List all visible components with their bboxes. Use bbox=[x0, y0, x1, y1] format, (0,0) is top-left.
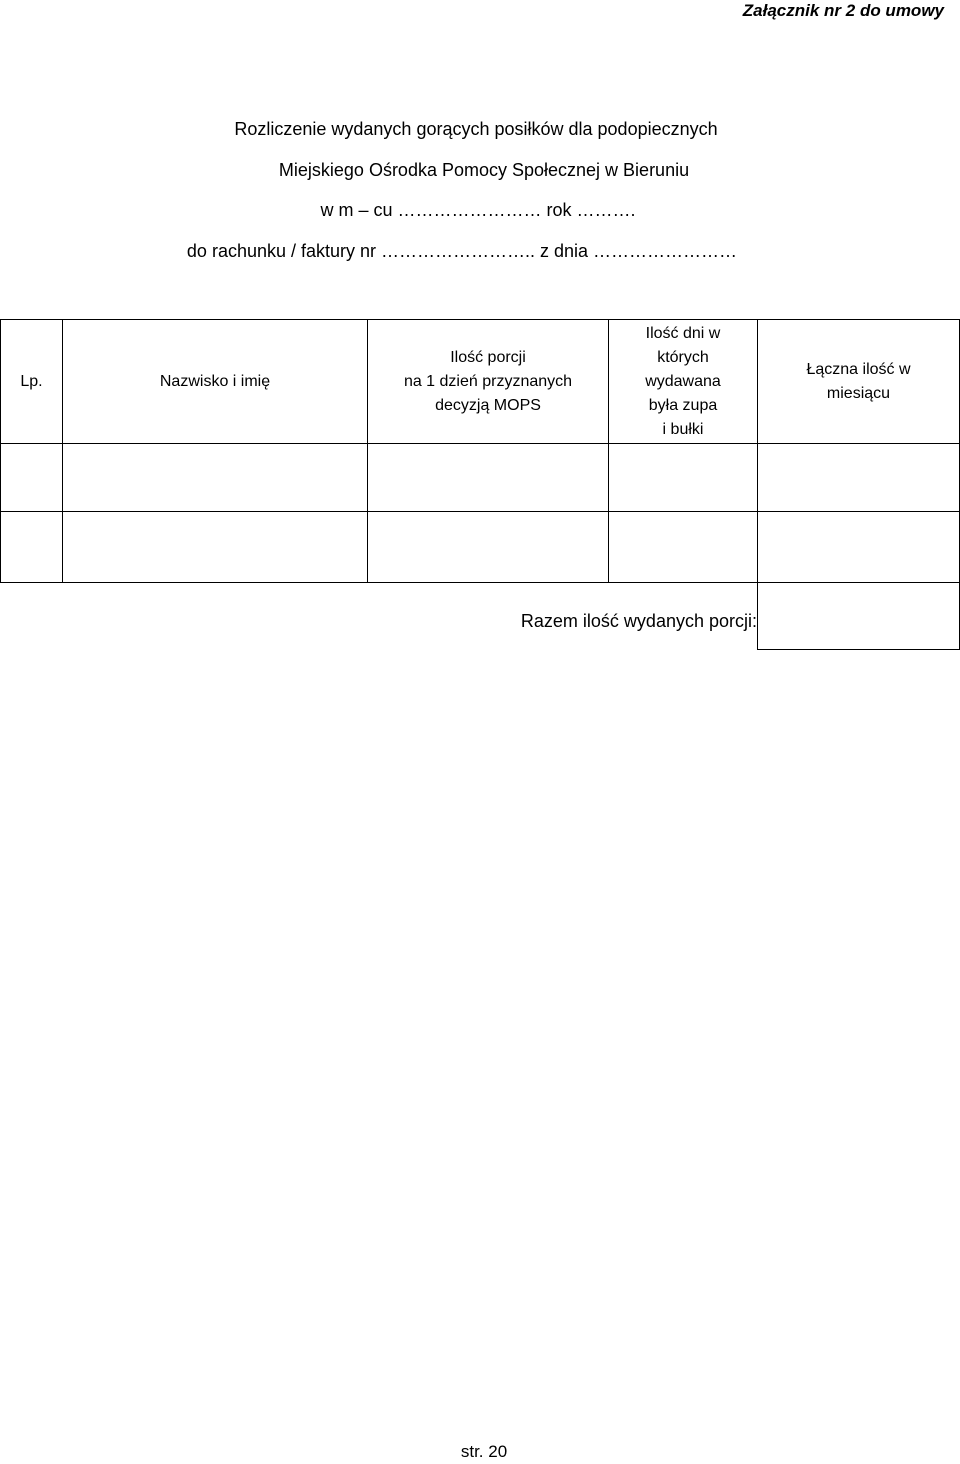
heading-institution: Miejskiego Ośrodka Pomocy Społecznej w Bieruniu bbox=[278, 160, 690, 180]
header-total bbox=[758, 320, 959, 443]
heading-month-year: w m – cu …………………… rok ………. bbox=[320, 200, 636, 220]
table-cell-total[interactable] bbox=[758, 512, 959, 582]
heading-invoice: do rachunku / faktury nr …………………….. z dnia …………………… bbox=[186, 241, 738, 261]
table-cell-days[interactable] bbox=[609, 444, 757, 511]
header-days-line: i bułki bbox=[662, 420, 704, 438]
header-days-line: wydawana bbox=[645, 372, 721, 390]
table-cell-lp[interactable] bbox=[1, 512, 62, 582]
table-cell-total[interactable] bbox=[758, 444, 959, 511]
header-days-line: Ilość dni w bbox=[645, 324, 721, 342]
header-portions-line: na 1 dzień przyznanych bbox=[403, 372, 573, 390]
header-portions bbox=[368, 320, 608, 443]
header-portions-line: decyzją MOPS bbox=[435, 396, 541, 414]
header-days bbox=[609, 320, 757, 443]
header-lp-label: Lp. bbox=[20, 372, 43, 390]
header-total-line: miesiącu bbox=[826, 384, 891, 402]
header-days-line: których bbox=[657, 348, 709, 366]
heading-title: Rozliczenie wydanych gorących posiłków dla podopiecznych bbox=[234, 119, 718, 139]
header-lp bbox=[1, 320, 62, 443]
table-cell-portions[interactable] bbox=[368, 512, 608, 582]
header-days-line: była zupa bbox=[648, 396, 718, 414]
table-cell-days[interactable] bbox=[609, 512, 757, 582]
total-portions-label: Razem ilość wydanych porcji: bbox=[520, 611, 757, 631]
total-cell-bottom-border bbox=[757, 649, 960, 650]
header-name-label: Nazwisko i imię bbox=[159, 372, 271, 390]
total-portions-value[interactable] bbox=[758, 583, 959, 649]
page-number: str. 20 bbox=[460, 1442, 508, 1461]
table-cell-name[interactable] bbox=[63, 512, 367, 582]
table-cell-name[interactable] bbox=[63, 444, 367, 511]
header-portions-line: Ilość porcji bbox=[450, 348, 526, 366]
header-name bbox=[63, 320, 367, 443]
header-total-line: Łączna ilość w bbox=[806, 360, 911, 378]
annex-label: Załącznik nr 2 do umowy bbox=[742, 1, 944, 20]
table-cell-portions[interactable] bbox=[368, 444, 608, 511]
table-cell-lp[interactable] bbox=[1, 444, 62, 511]
